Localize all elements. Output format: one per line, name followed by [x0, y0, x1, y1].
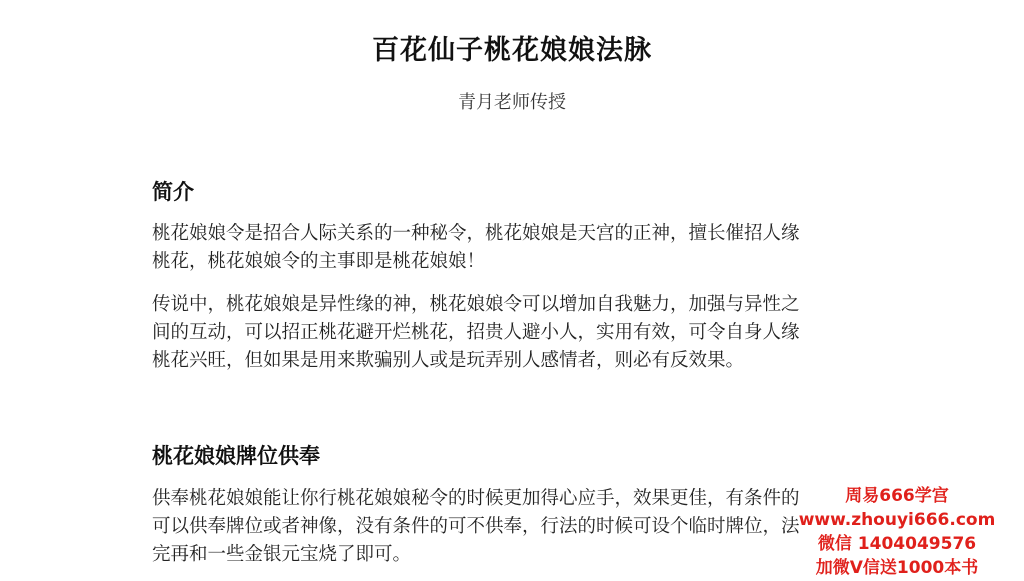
- paragraph-line: 传说中，桃花娘娘是异性缘的神，桃花娘娘令可以增加自我魅力，加强与异性之: [152, 294, 800, 315]
- paragraph-line: 间的互动，可以招正桃花避开烂桃花，招贵人避小人，实用有效，可令自身人缘: [152, 322, 800, 343]
- paragraph-line: 桃花娘娘令是招合人际关系的一种秘令，桃花娘娘是天宫的正神，擅长催招人缘: [152, 223, 800, 244]
- paragraph-line: 完再和一些金银元宝烧了即可。: [152, 544, 412, 565]
- paragraph-line: 可以供奉牌位或者神像，没有条件的可不供奉，行法的时候可设个临时牌位，法: [152, 516, 800, 537]
- document-title: 百花仙子桃花娘娘法脉: [372, 35, 652, 66]
- watermark-line: 周易666学宫: [845, 486, 949, 506]
- paragraph-altar-1: [152, 485, 892, 569]
- watermark-line: www.zhouyi666.com: [798, 510, 996, 530]
- watermark-line: 微信 1404049576: [817, 534, 977, 554]
- paragraph-line: 供奉桃花娘娘能让你行桃花娘娘秘令的时候更加得心应手，效果更佳，有条件的: [152, 488, 800, 509]
- paragraph-line: 桃花，桃花娘娘令的主事即是桃花娘娘！: [152, 251, 486, 272]
- paragraph-line: 桃花兴旺，但如果是用来欺骗别人或是玩弄别人感情者，则必有反效果。: [152, 350, 745, 371]
- paragraph-intro-1: [152, 220, 892, 276]
- section-heading-intro: 简介: [152, 179, 194, 204]
- paragraph-intro-2: [152, 291, 892, 375]
- document-subtitle: 青月老师传授: [458, 92, 566, 113]
- section-heading-altar: 桃花娘娘牌位供奉: [152, 443, 320, 468]
- watermark-line: 加微V信送1000本书: [815, 558, 979, 578]
- watermark: [782, 484, 1012, 580]
